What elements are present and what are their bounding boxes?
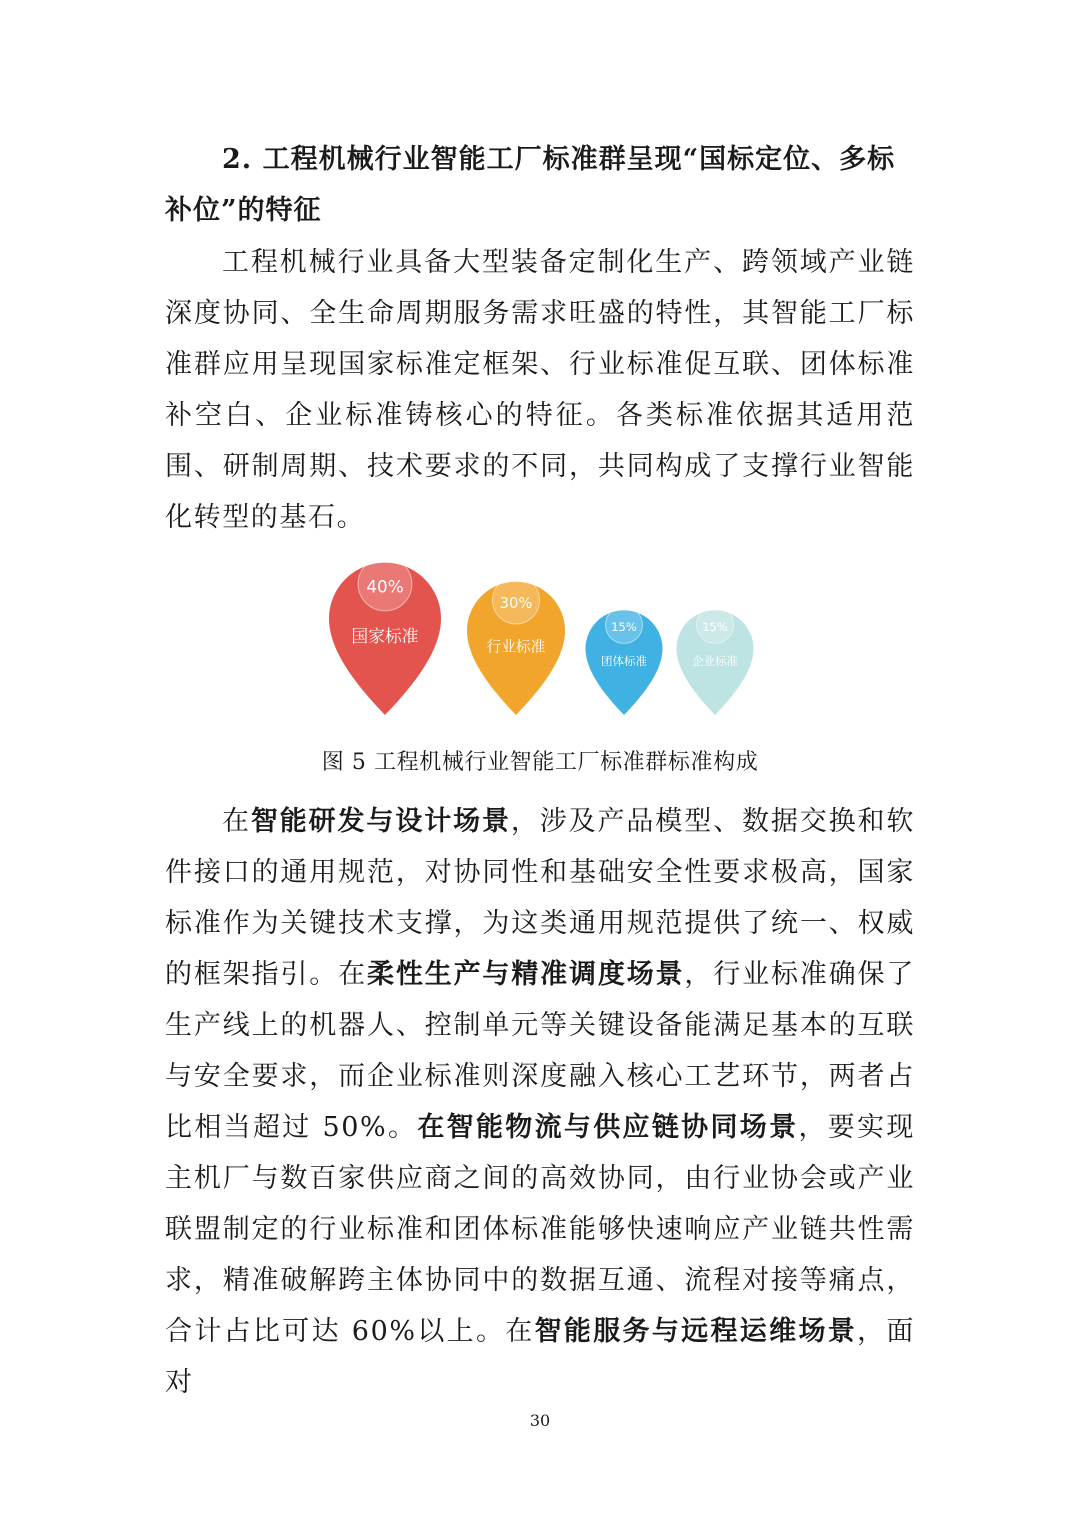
text-run: ，要实现主机厂与数百家供应商之间的高效协同，由行业协会或产业联盟制定的行业标准和团体标准能够快速响应产业链共性需求，精准破解跨主体协同中的数据互通、流程对接等痛点，合计占比可达 60%以上。在: [165, 1112, 915, 1347]
text-run: ，涉及产品模型、数据交换和软件接口的通用规范，对协同性和基础安全性要求极高，国家标准作为关键技术支撑，为这类通用规范提供了统一、权威的框架指引。在: [165, 806, 915, 990]
body-paragraph-scenarios: [165, 796, 915, 1408]
pin-value-label-2: 30%: [499, 594, 533, 612]
section-heading: 2. 工程机械行业智能工厂标准群呈现“国标定位、多标补位”的特征: [165, 144, 896, 226]
pin-value-label-4: 15%: [702, 619, 728, 634]
pin-category-label-4: 企业标准: [692, 653, 738, 668]
page-number: 30: [529, 1411, 551, 1430]
text-run: ，面对: [165, 1316, 915, 1398]
pin-value-label-1: 40%: [366, 576, 404, 597]
pin-chart: [320, 560, 760, 730]
bold-scenario-logistics-supply-chain: 在智能物流与供应链协同场景: [417, 1112, 799, 1143]
bold-scenario-flexible-production: 柔性生产与精准调度场景: [367, 959, 685, 990]
standards-composition-figure: [320, 560, 760, 730]
bold-scenario-rd-design: 智能研发与设计场景: [250, 806, 511, 837]
pin-category-label-2: 行业标准: [486, 638, 546, 656]
bold-scenario-service-remote-ops: 智能服务与远程运维场景: [534, 1316, 858, 1347]
pin-value-label-3: 15%: [611, 619, 637, 634]
text-run: 在: [222, 806, 251, 837]
body-paragraph-intro: 工程机械行业具备大型装备定制化生产、跨领域产业链深度协同、全生命周期服务需求旺盛的特性，其智能工厂标准群应用呈现国家标准定框架、行业标准促互联、团体标准补空白、企业标准铸核心的特征。各类标准依据其适用范围、研制周期、技术要求的不同，共同构成了支撑行业智能化转型的基石。: [165, 247, 915, 533]
pin-category-label-1: 国家标准: [351, 626, 419, 647]
figure-caption: 图 5 工程机械行业智能工厂标准群标准构成: [321, 750, 759, 775]
text-run: ，行业标准确保了生产线上的机器人、控制单元等关键设备能满足基本的互联与安全要求，而企业标准则深度融入核心工艺环节，两者占比相当超过 50%。: [165, 959, 915, 1143]
pin-category-label-3: 团体标准: [601, 653, 647, 668]
